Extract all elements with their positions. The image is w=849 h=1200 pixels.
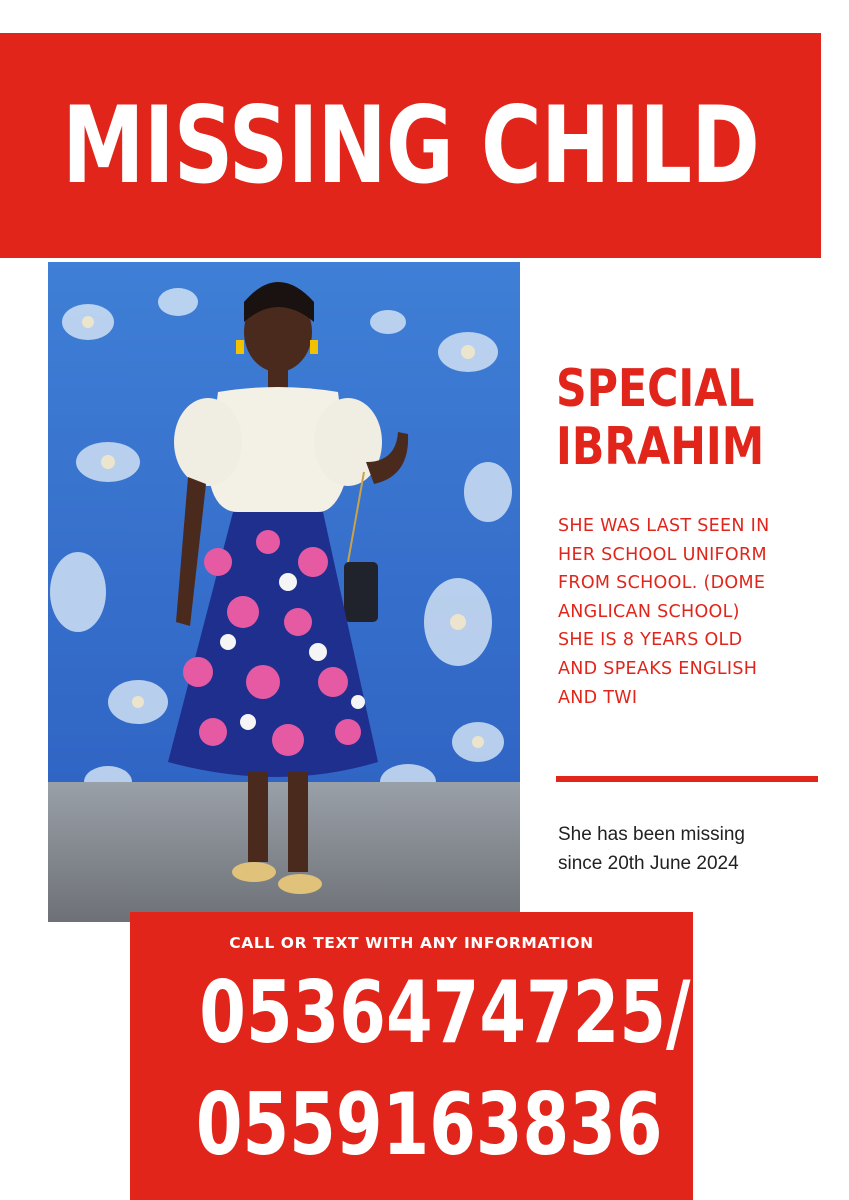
description-line: ANGLICAN SCHOOL)	[558, 601, 740, 622]
description-line: AND SPEAKS ENGLISH	[558, 658, 758, 679]
last-seen-description	[558, 512, 828, 712]
missing-since-line: She has been missing	[558, 824, 745, 845]
header-banner	[0, 33, 821, 258]
description-line: SHE IS 8 YEARS OLD	[558, 630, 743, 651]
missing-since-text	[558, 820, 828, 878]
child-first-name: SPECIAL	[556, 359, 755, 419]
divider-rule	[556, 776, 818, 782]
description-line: HER SCHOOL UNIFORM	[558, 544, 767, 565]
description-line: AND TWI	[558, 687, 638, 708]
contact-label: CALL OR TEXT WITH ANY INFORMATION	[229, 934, 594, 952]
missing-since-line: since 20th June 2024	[558, 853, 739, 874]
description-line: FROM SCHOOL. (DOME	[558, 573, 766, 594]
child-last-name: IBRAHIM	[556, 417, 765, 478]
phone-number-1[interactable]	[130, 963, 693, 1063]
poster-title: MISSING CHILD	[62, 83, 759, 207]
phone-number-2-text: 0559163836	[195, 1075, 663, 1175]
description-line: SHE WAS LAST SEEN IN	[558, 516, 770, 536]
contact-box	[130, 912, 693, 1200]
child-name	[556, 360, 836, 476]
child-photo	[48, 262, 520, 922]
phone-number-2[interactable]	[130, 1075, 693, 1175]
phone-number-1-text: 0536474725/	[199, 963, 691, 1063]
